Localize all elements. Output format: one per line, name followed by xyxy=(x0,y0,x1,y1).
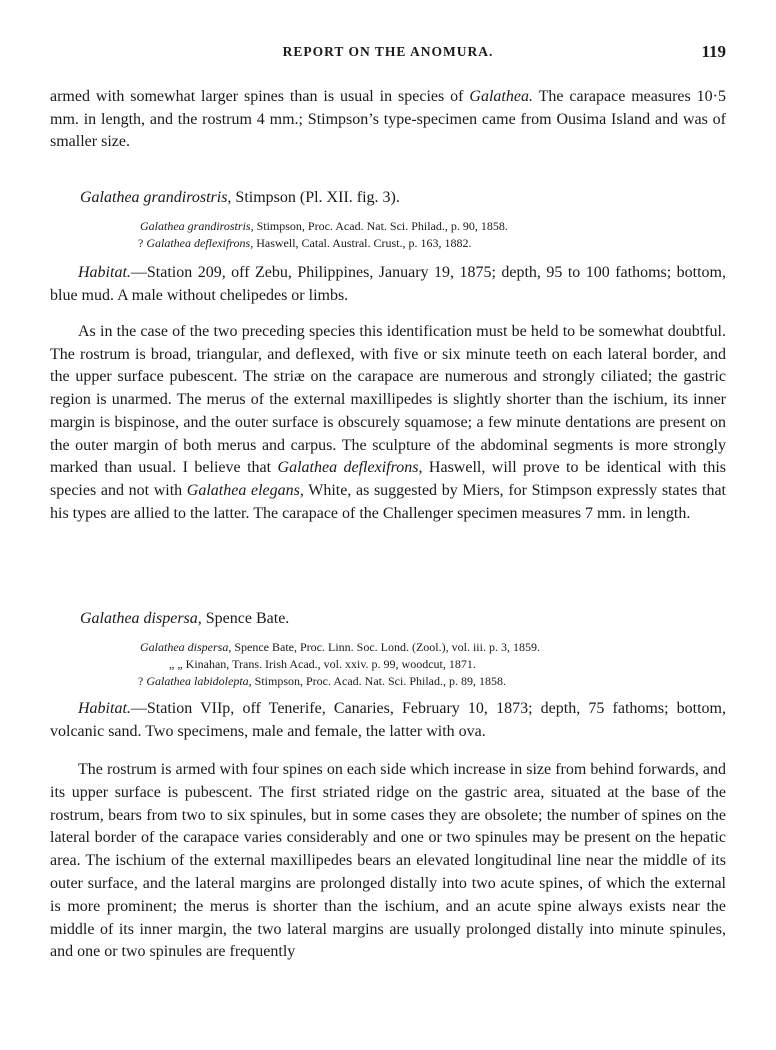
species-ref-elegans: Galathea elegans, xyxy=(186,481,304,499)
synonym-line xyxy=(50,235,776,252)
species-authority: Stimpson (Pl. XII. fig. 3). xyxy=(231,189,400,206)
synonym-line xyxy=(50,656,776,673)
synonym-citation: Spence Bate, Proc. Linn. Soc. Lond. (Zool.), vol. iii. p. 3, 1859. xyxy=(231,640,540,654)
habitat-label: Habitat. xyxy=(78,700,131,717)
species-ref-deflexifrons: Galathea deflexifrons, xyxy=(277,459,423,477)
synonym-citation: Stimpson, Proc. Acad. Nat. Sci. Philad., p. 89, 1858. xyxy=(251,674,506,688)
habitat-label: Habitat. xyxy=(78,264,131,281)
description-text-2: Haswell, will prove to be identical with this species and not with xyxy=(50,459,727,499)
habitat-text: —Station VIIp, off Tenerife, Canaries, February 10, 1873; depth, 75 fathoms; bottom, volcanic sand. Two specimens, male and female, the latter with ova. xyxy=(50,700,726,740)
description-text-3: White, as suggested by Miers, for Stimpson expressly states that his types are allied to the latter. The carapace of the Challenger specimen measures 7 mm. in length. xyxy=(50,481,727,522)
species-name: Galathea grandirostris, xyxy=(80,189,232,206)
synonym-citation: Haswell, Catal. Austral. Crust., p. 163, 1882. xyxy=(253,236,472,250)
page-header xyxy=(50,44,726,66)
synonym-citation: Stimpson, Proc. Acad. Nat. Sci. Philad., p. 90, 1858. xyxy=(253,219,508,233)
page-number: 119 xyxy=(701,42,726,61)
species-name: Galathea dispersa, xyxy=(80,610,202,627)
synonym-name: Galathea labidolepta, xyxy=(146,674,252,688)
running-title: REPORT ON THE ANOMURA. xyxy=(282,44,494,59)
synonym-name: Galathea grandirostris, xyxy=(140,219,254,233)
species-authority: Spence Bate. xyxy=(201,610,290,627)
synonym-line xyxy=(50,639,776,656)
synonym-prefix: ? xyxy=(138,236,147,250)
synonym-prefix: ? xyxy=(138,674,147,688)
genus-name: Galathea. xyxy=(469,88,533,105)
synonym-ditto-marks: „ „ xyxy=(169,657,183,671)
intro-text-2: The carapace measures 10·5 mm. in length, and the rostrum 4 mm.; Stimpson’s type-specimen came from Ousima Island and was of smaller size. xyxy=(50,88,726,151)
intro-text-1: armed with somewhat larger spines than is usual in species of xyxy=(50,88,470,105)
description-text-1: As in the case of the two preceding species this identification must be held to be somewhat doubtful. The rostrum is broad, triangular, and deflexed, with five or six minute teeth on each lateral border, and the upper surface pubescent. The striæ on the carapace are numerous and strongly ciliated; the gastric region is unarmed. The merus of the external maxillipedes is slightly shorter than the ischium, its inner margin is bispinose, and the outer surface is obscurely squamose; a few minute dentations are present on the outer margin of both merus and carpus. The sculpture of the abdominal segments is more strongly marked than usual. I believe that xyxy=(50,323,726,477)
species-heading-grandirostris xyxy=(50,187,756,209)
synonym-name: Galathea deflexifrons, xyxy=(146,236,254,250)
intro-paragraph xyxy=(50,86,726,154)
description-dispersa: The rostrum is armed with four spines on each side which increase in size from behind forwards, and its upper surface is pubescent. The first striated ridge on the gastric area, situated at the base of the rostrum, bears from two to six spinules, but in some cases they are obsolete; the number of spines on the lateral border of the carapace varies considerably and one or two spinules may be present on the hepatic area. The ischium of the external maxillipedes bears an elevated longitudinal line near the middle of its outer surface, and the lateral margins are prolonged distally into two acute spines, of which the external is more prominent; the merus is shorter than the ischium, and an acute spine always exists near the middle of its inner margin, the two lateral margins are usually prolonged distally into minute spinules, and one or two spinules are frequently xyxy=(50,761,726,961)
habitat-grandirostris xyxy=(50,262,726,307)
synonym-line xyxy=(50,218,776,235)
synonym-line xyxy=(50,673,776,690)
habitat-text: —Station 209, off Zebu, Philippines, January 19, 1875; depth, 95 to 100 fathoms; bottom, blue mud. A male without chelipedes or limbs. xyxy=(50,264,726,304)
synonym-name: Galathea dispersa, xyxy=(140,640,232,654)
description-grandirostris xyxy=(50,321,726,525)
species-heading-dispersa xyxy=(50,608,756,630)
habitat-dispersa xyxy=(50,698,726,743)
synonym-citation: Kinahan, Trans. Irish Acad., vol. xxiv. p. 99, woodcut, 1871. xyxy=(182,657,476,671)
